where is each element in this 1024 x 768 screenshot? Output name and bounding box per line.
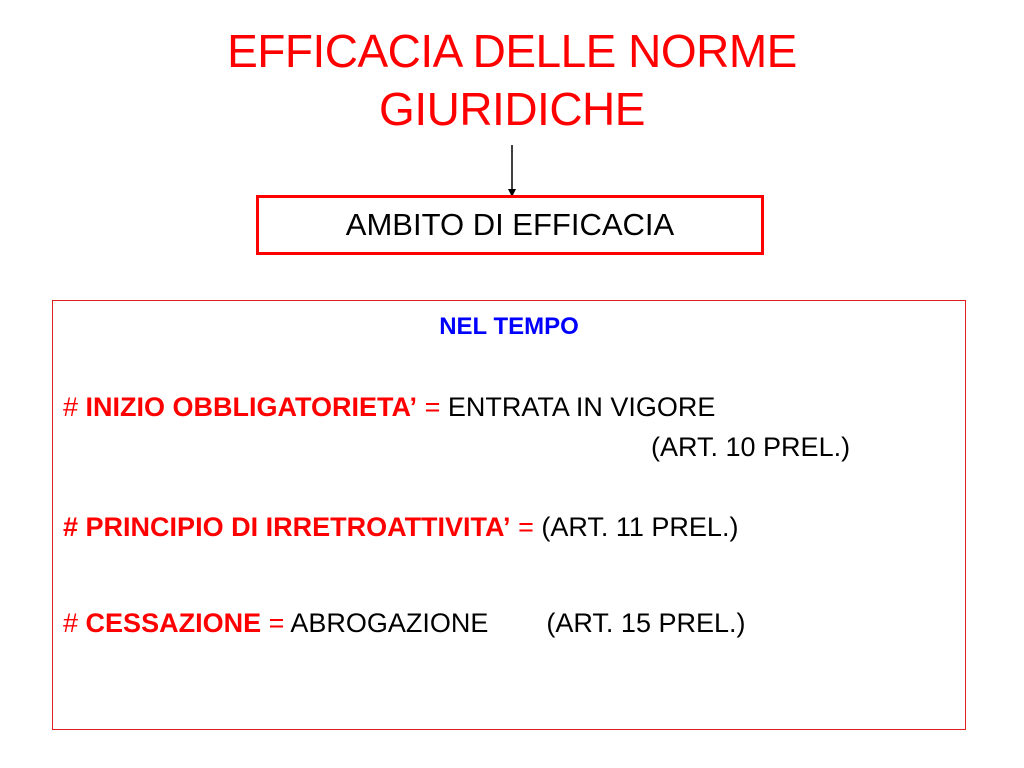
item-hash: # [63,512,79,542]
slide-title [0,22,1024,138]
slide-title-line-2: GIURIDICHE [379,83,645,135]
item-value: ABROGAZIONE [290,608,489,638]
down-arrow-icon [506,145,518,197]
item-equals: = [424,392,441,422]
item-hash: # [63,608,79,638]
item-principio-irretroattivita [63,512,738,543]
item-ref: (ART. 11 PREL.) [541,512,739,542]
ambito-label: AMBITO DI EFFICACIA [345,207,675,242]
item-ref: (ART. 15 PREL.) [546,608,746,638]
item-equals: = [268,608,285,638]
item-value: ENTRATA IN VIGORE [447,392,716,422]
item-term: CESSAZIONE [85,608,262,638]
item-hash: # [63,392,79,422]
item-inizio-ref: (ART. 10 PREL.) [651,432,851,462]
ambito-box [256,195,764,255]
item-equals: = [518,512,534,542]
content-box [52,300,966,730]
item-inizio-obbligatorieta [63,392,715,423]
section-heading: NEL TEMPO [439,313,579,340]
item-cessazione [63,608,746,639]
item-term: PRINCIPIO DI IRRETROATTIVITA’ [85,512,511,542]
item-term: INIZIO OBBLIGATORIETA’ [85,392,418,422]
slide-title-line-1: EFFICACIA DELLE NORME [227,25,797,77]
